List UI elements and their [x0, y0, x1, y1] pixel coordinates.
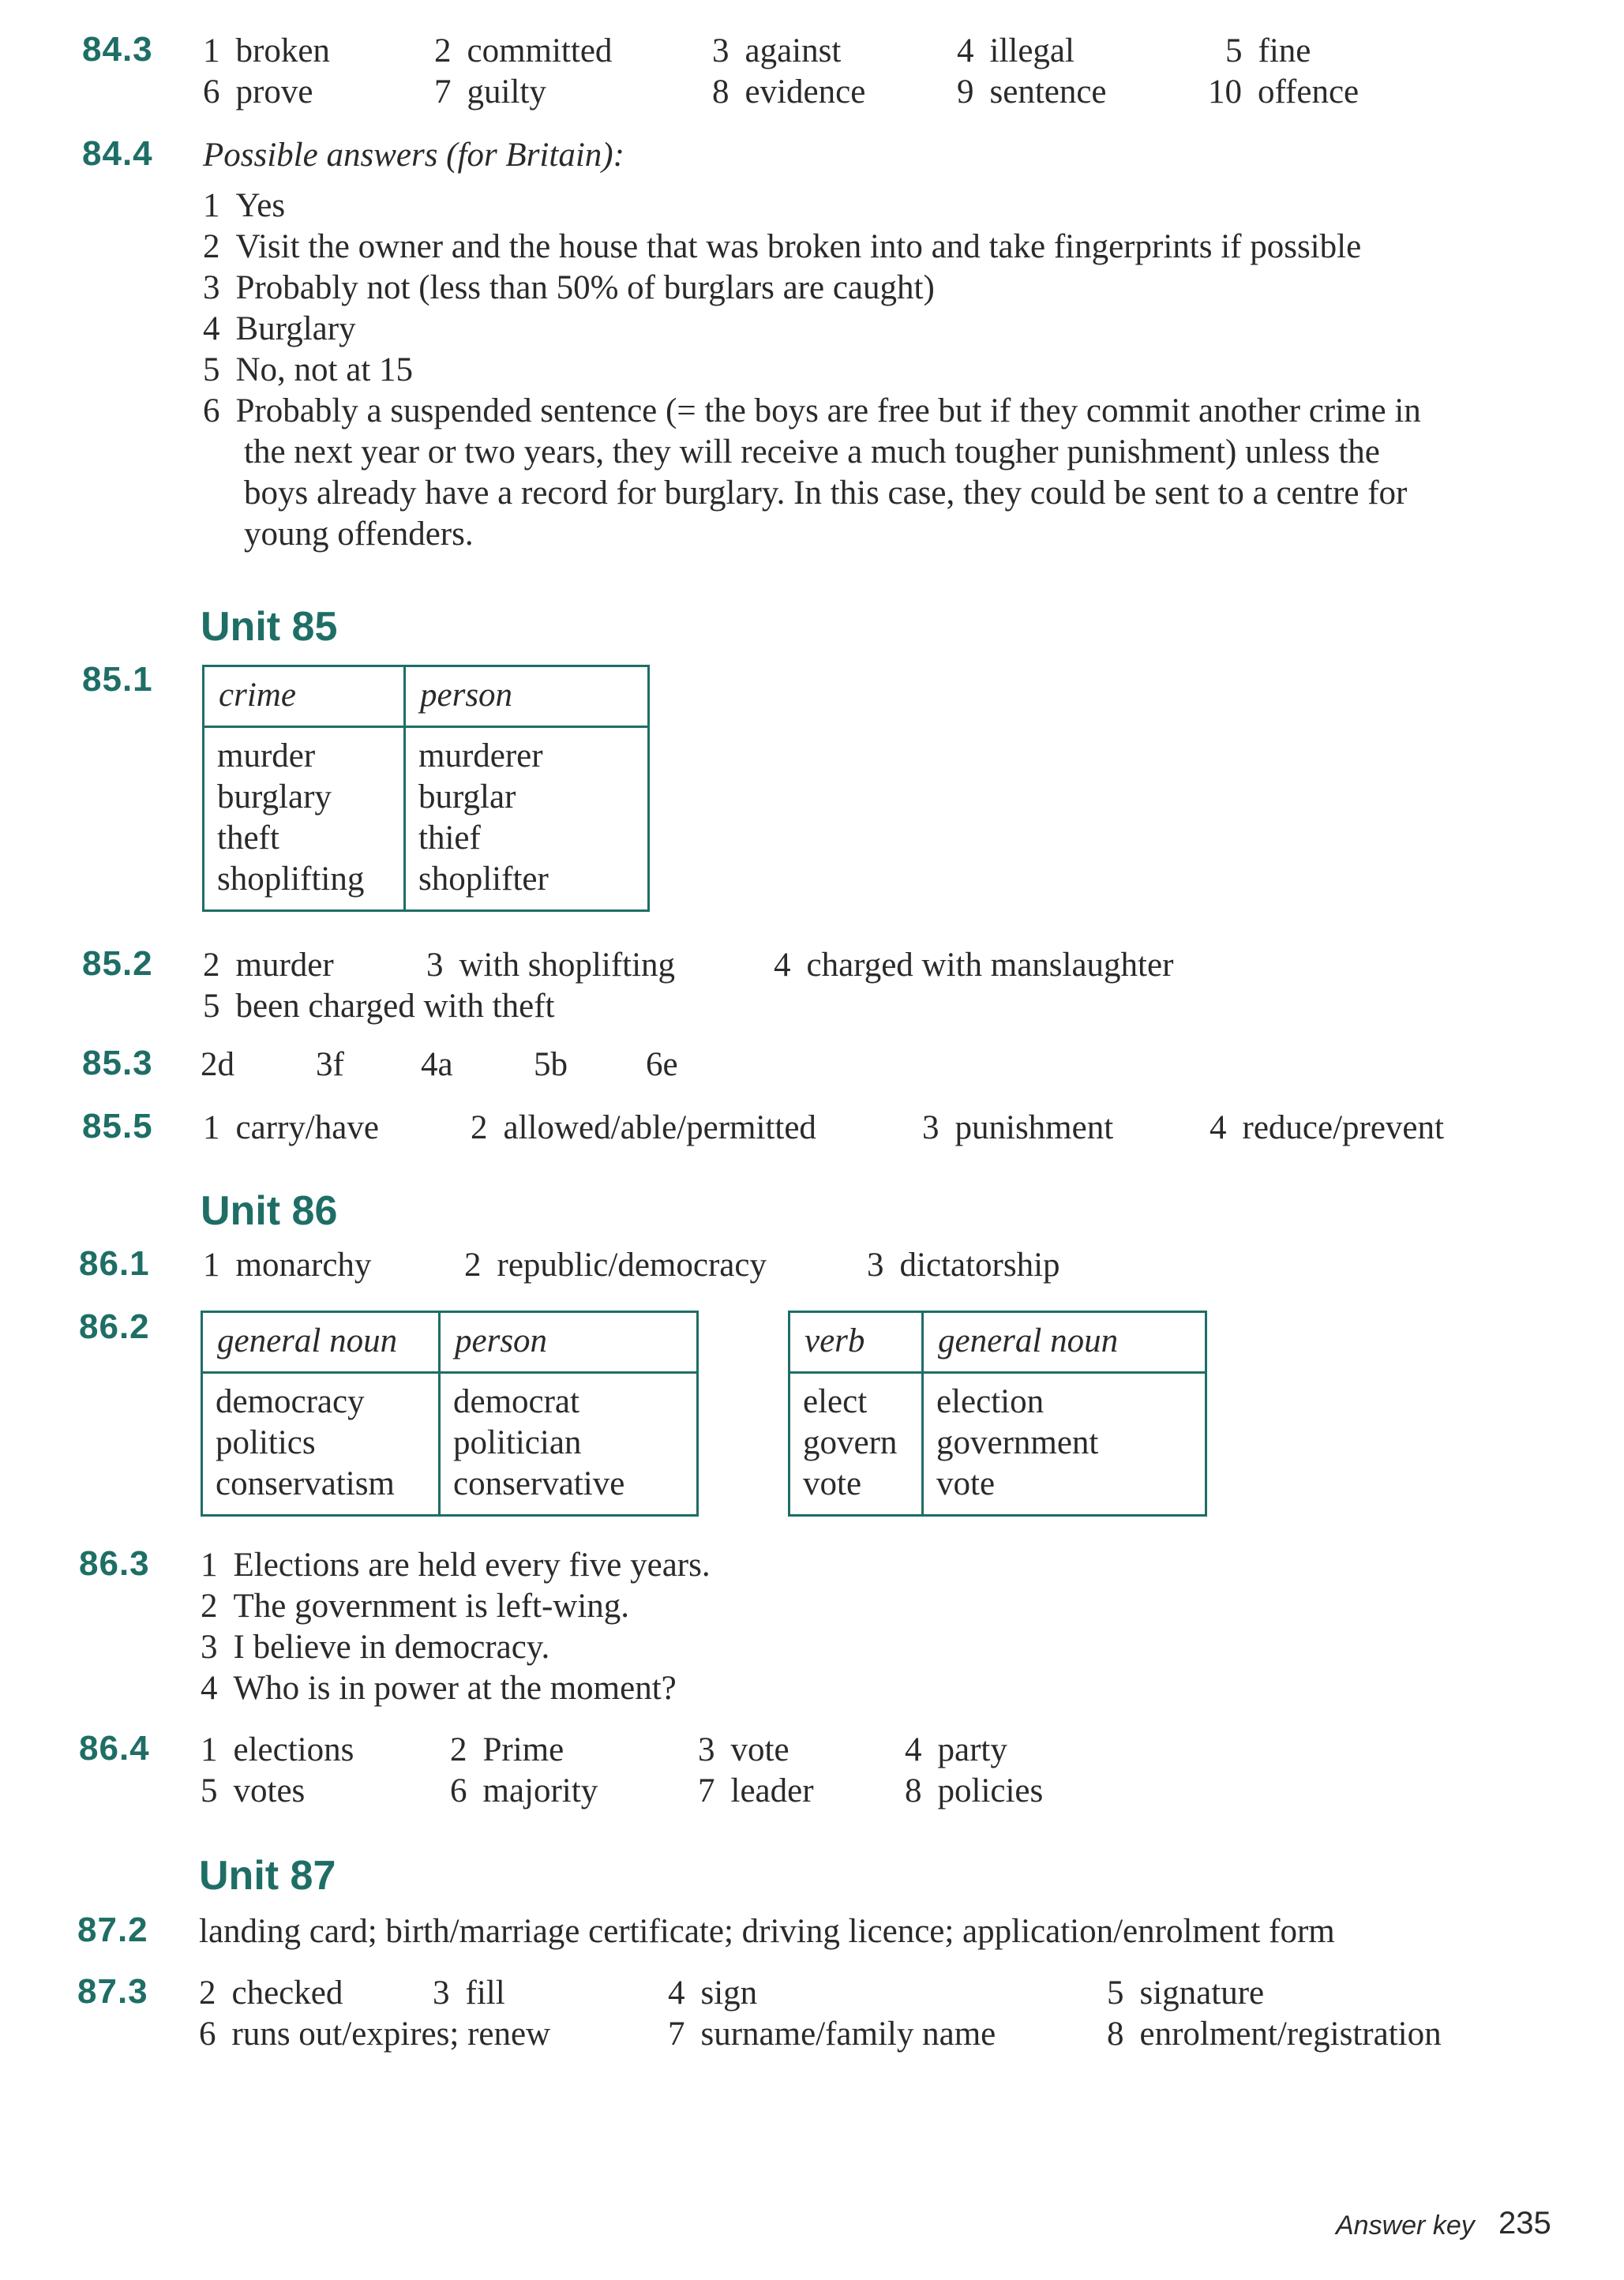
table-column	[405, 727, 649, 911]
section-number: 86.4	[79, 1729, 150, 1768]
table-header: crime	[204, 666, 405, 727]
answer-item: 4 Burglary	[203, 310, 356, 347]
answer-item: 3 vote	[698, 1731, 789, 1768]
answer-item: 2 The government is left-wing.	[201, 1588, 630, 1625]
table-cell: politician	[453, 1424, 582, 1461]
table-header: general noun	[202, 1312, 440, 1373]
answer-item: 1 Yes	[203, 187, 286, 224]
answer-item: 2 republic/democracy	[464, 1247, 767, 1284]
answer-item: 2d	[201, 1046, 234, 1083]
table-cell: burglar	[418, 778, 516, 816]
answer-item: 9 sentence	[957, 73, 1107, 111]
table-cell: elect	[803, 1383, 868, 1420]
answer-item: 3 dictatorship	[867, 1247, 1060, 1284]
table-cell: politics	[216, 1424, 316, 1461]
answer-item: 2 committed	[434, 32, 613, 69]
answer-item: 8 enrolment/registration	[1107, 2016, 1442, 2053]
verb-noun-table	[788, 1311, 1207, 1517]
answer-item-continuation: boys already have a record for burglary. In this case, they could be sent to a centre for	[244, 474, 1408, 512]
answer-item: 4 reduce/prevent	[1210, 1109, 1444, 1146]
table-cell: thief	[418, 819, 481, 857]
table-header: general noun	[923, 1312, 1206, 1373]
answer-item: 2 allowed/able/permitted	[471, 1109, 816, 1146]
footer-label: Answer key	[1336, 2211, 1475, 2241]
table-cell: democrat	[453, 1383, 579, 1420]
table-cell: theft	[217, 819, 279, 857]
table-cell: conservatism	[216, 1465, 395, 1502]
answer-item: 5 fine	[1225, 32, 1311, 69]
answer-item: 4 Who is in power at the moment?	[201, 1670, 677, 1707]
answer-item: 3 I believe in democracy.	[201, 1629, 550, 1666]
table-cell: vote	[803, 1465, 862, 1502]
answer-item: 1 carry/have	[203, 1109, 379, 1146]
section-number: 86.1	[79, 1244, 150, 1283]
table-cell: murder	[217, 737, 316, 774]
answer-item: 4 illegal	[957, 32, 1075, 69]
table-cell: burglary	[217, 778, 332, 816]
answer-item: 5 been charged with theft	[203, 988, 555, 1025]
table-column	[204, 727, 405, 911]
table-cell: shoplifter	[418, 861, 549, 898]
answer-item: 5 signature	[1107, 1974, 1265, 2012]
answer-item: 2 checked	[199, 1974, 343, 2012]
answer-item: 3 Probably not (less than 50% of burglars are caught)	[203, 269, 935, 306]
answer-item: 4a	[421, 1046, 453, 1083]
table-column	[923, 1373, 1206, 1516]
table-header: verb	[789, 1312, 923, 1373]
unit-title: Unit 87	[199, 1853, 336, 1899]
answer-item: 2 Visit the owner and the house that was broken into and take fingerprints if possible	[203, 228, 1362, 265]
answer-item: 8 evidence	[712, 73, 866, 111]
answer-item: 6 prove	[203, 73, 313, 111]
section-number: 87.2	[77, 1911, 148, 1949]
answer-item-continuation: young offenders.	[244, 516, 474, 553]
unit-title: Unit 85	[201, 604, 338, 650]
answer-item: 2 Prime	[450, 1731, 564, 1768]
table-cell: vote	[936, 1465, 996, 1502]
answer-item: 6 Probably a suspended sentence (= the boys are free but if they commit another crime in	[203, 392, 1421, 429]
section-number: 84.4	[82, 134, 153, 173]
answer-item: 5 votes	[201, 1772, 306, 1809]
section-number: 85.2	[82, 944, 153, 983]
answer-item: 7 guilty	[434, 73, 546, 111]
answer-item: 3f	[316, 1046, 344, 1083]
table-column	[202, 1373, 440, 1516]
answer-item: 2 murder	[203, 947, 334, 984]
table-cell: election	[936, 1383, 1045, 1420]
answer-item: 4 party	[905, 1731, 1007, 1768]
crime-person-table	[202, 665, 650, 912]
table-column	[440, 1373, 698, 1516]
table-cell: govern	[803, 1424, 898, 1461]
possible-answers-intro: Possible answers (for Britain):	[203, 137, 624, 174]
table-cell: murderer	[418, 737, 543, 774]
answer-item: 5 No, not at 15	[203, 351, 414, 388]
table-cell: government	[936, 1424, 1099, 1461]
answer-item: 6 runs out/expires; renew	[199, 2016, 551, 2053]
answer-item: 8 policies	[905, 1772, 1044, 1809]
noun-person-table	[201, 1311, 699, 1517]
section-number: 85.1	[82, 660, 153, 699]
page-number: 235	[1498, 2206, 1551, 2241]
section-number: 84.3	[82, 30, 153, 69]
answer-item: 6e	[646, 1046, 678, 1083]
table-cell: conservative	[453, 1465, 625, 1502]
table-cell: democracy	[216, 1383, 365, 1420]
answer-item: 4 charged with manslaughter	[774, 947, 1174, 984]
answer-item: 10 offence	[1208, 73, 1360, 111]
answer-item: 7 leader	[698, 1772, 814, 1809]
answer-item: 3 fill	[433, 1974, 505, 2012]
table-column	[789, 1373, 923, 1516]
table-header: person	[405, 666, 649, 727]
section-number: 87.3	[77, 1972, 148, 2011]
answer-item: 3 with shoplifting	[426, 947, 676, 984]
section-number: 86.3	[79, 1544, 150, 1583]
answer-item: 1 monarchy	[203, 1247, 372, 1284]
answer-item: 7 surname/family name	[668, 2016, 996, 2053]
answer-text: landing card; birth/marriage certificate; driving licence; application/enrolment form	[199, 1913, 1335, 1950]
section-number: 85.5	[82, 1107, 153, 1146]
answer-item: 1 Elections are held every five years.	[201, 1547, 711, 1584]
answer-item: 3 punishment	[922, 1109, 1114, 1146]
answer-item: 5b	[534, 1046, 568, 1083]
answer-item: 4 sign	[668, 1974, 758, 2012]
table-cell: shoplifting	[217, 861, 365, 898]
section-number: 86.2	[79, 1307, 150, 1346]
answer-item: 3 against	[712, 32, 842, 69]
section-number: 85.3	[82, 1044, 153, 1082]
answer-item: 1 broken	[203, 32, 330, 69]
answer-item-continuation: the next year or two years, they will receive a much tougher punishment) unless the	[244, 433, 1380, 471]
answer-item: 1 elections	[201, 1731, 354, 1768]
table-header: person	[440, 1312, 698, 1373]
answer-item: 6 majority	[450, 1772, 598, 1809]
unit-title: Unit 86	[201, 1188, 338, 1234]
